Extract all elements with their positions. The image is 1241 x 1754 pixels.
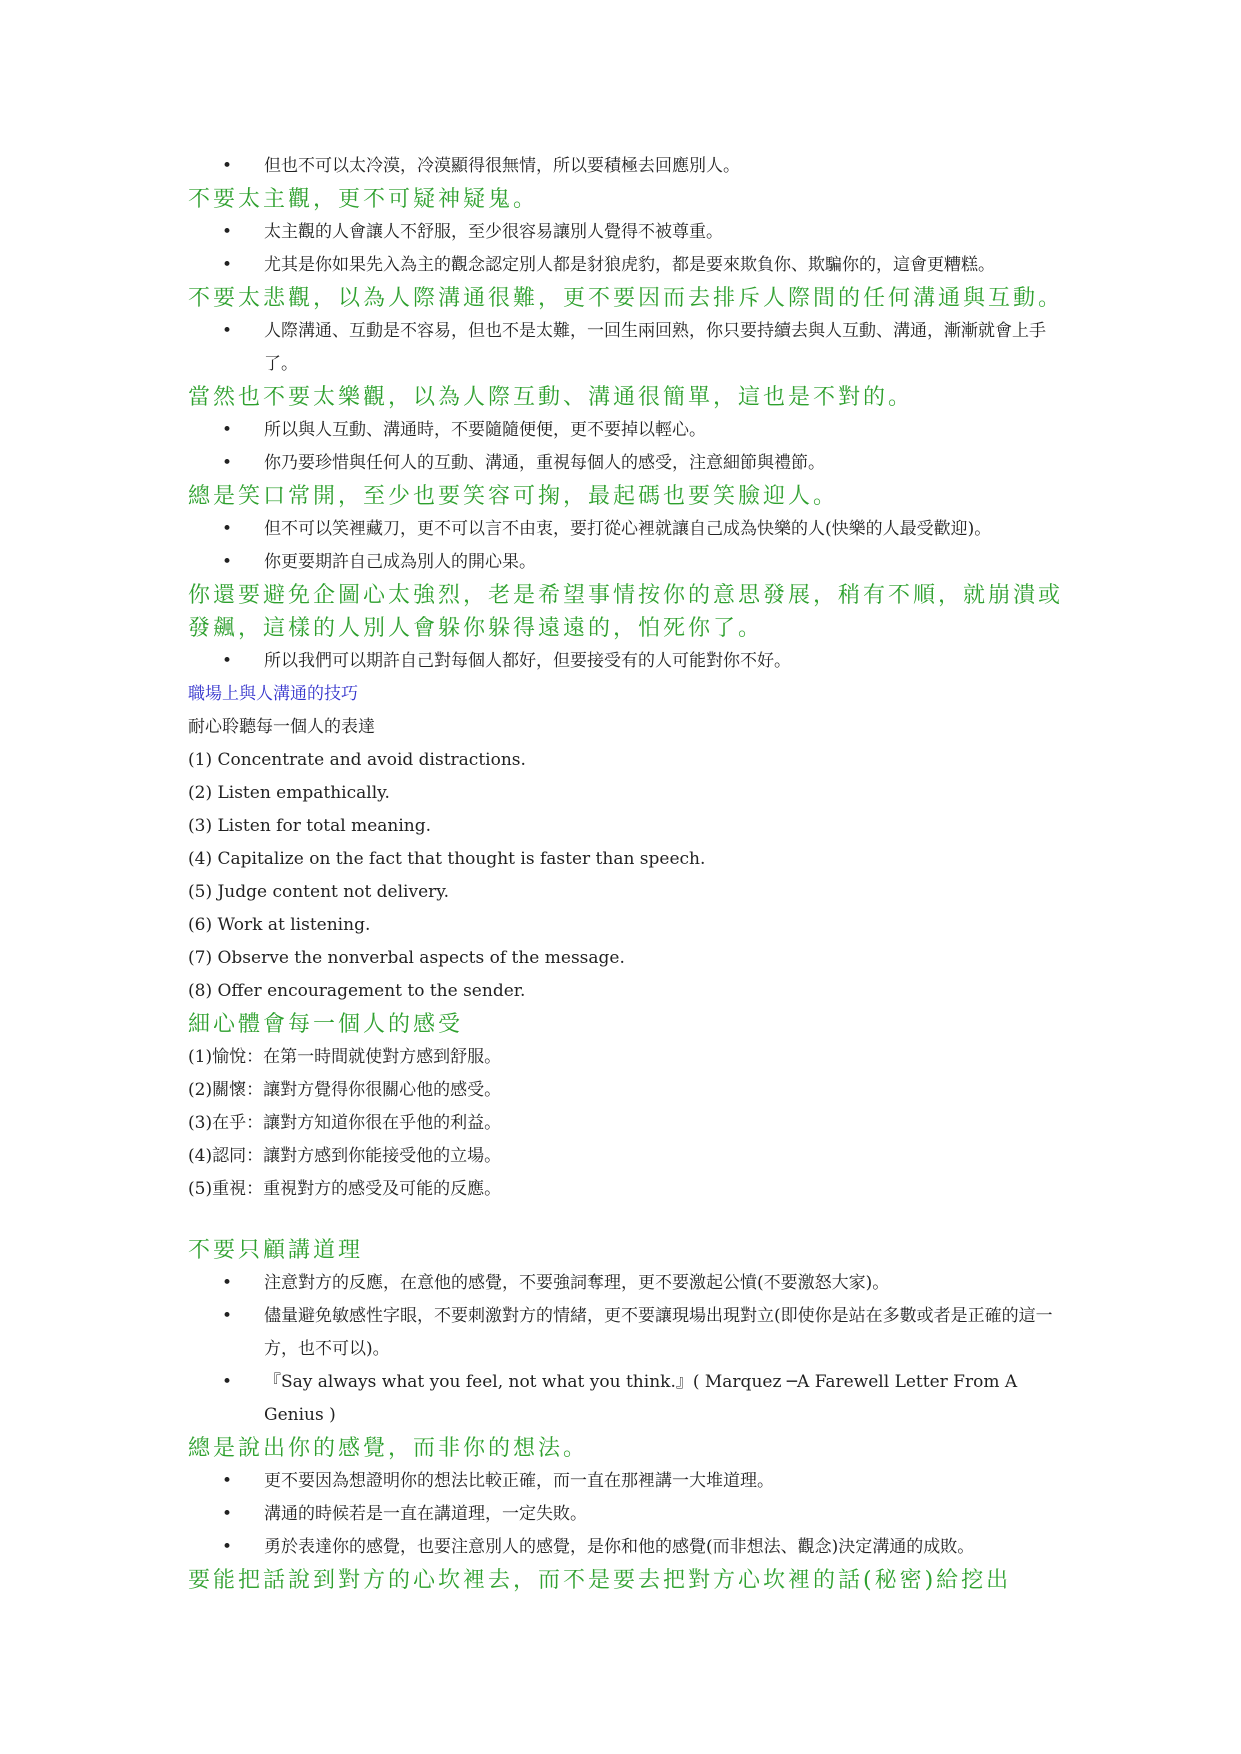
green-heading: 總是說出你的感覺，而非你的想法。 [188,1436,589,1461]
bullet-dot: • [222,1537,233,1557]
list-item: (3) Listen for total meaning. [188,816,432,836]
bullet-dot: • [222,255,233,275]
bullet-dot: • [222,156,233,176]
bullet-item: • 溝通的時候若是一直在講道理，一定失敗。 [188,1498,1068,1531]
bullet-dot: • [222,321,233,341]
document-body [188,150,1068,1597]
bullet-item: • 但不可以笑裡藏刀，更不可以言不由衷，要打從心裡就讓自己成為快樂的人(快樂的人最受歡迎)。 [188,513,1068,546]
bullet-item: • 你乃要珍惜與任何人的互動、溝通，重視每個人的感受，注意細節與禮節。 [188,447,1068,480]
green-heading: 不要太悲觀，以為人際溝通很難，更不要因而去排斥人際間的任何溝通與互動。 [188,286,1064,311]
bullet-dot: • [222,1372,233,1392]
green-heading: 總是笑口常開，至少也要笑容可掬，最起碼也要笑臉迎人。 [188,484,839,509]
list-item: (4) Capitalize on the fact that thought is faster than speech. [188,849,706,869]
bullet-dot: • [222,651,233,671]
list-item: (1) Concentrate and avoid distractions. [188,750,526,770]
bullet-item: • 尤其是你如果先入為主的觀念認定別人都是豺狼虎豹，都是要來欺負你、欺騙你的，這會更糟糕。 [188,249,1068,282]
bullet-dot: • [222,222,233,242]
bullet-dot: • [222,519,233,539]
bullet-item: • 『Say always what you feel, not what you think.』( Marquez ─A Farewell Letter From A Genius ) [188,1366,1068,1432]
list-item: (5)重視：重視對方的感受及可能的反應。 [188,1179,502,1199]
bullet-item: • 所以與人互動、溝通時，不要隨隨便便，更不要掉以輕心。 [188,414,1068,447]
list-item: (4)認同：讓對方感到你能接受他的立場。 [188,1146,502,1166]
green-heading: 要能把話說到對方的心坎裡去，而不是要去把對方心坎裡的話(秘密)給挖出 [188,1568,1012,1593]
bullet-item: • 人際溝通、互動是不容易，但也不是太難，一回生兩回熟，你只要持續去與人互動、溝通，漸漸就會上手了。 [188,315,1068,381]
bullet-dot: • [222,552,233,572]
bullet-item: • 儘量避免敏感性字眼，不要刺激對方的情緒，更不要讓現場出現對立(即使你是站在多數或者是正確的這一方，也不可以)。 [188,1300,1068,1366]
bullet-item: • 太主觀的人會讓人不舒服，至少很容易讓別人覺得不被尊重。 [188,216,1068,249]
list-item: (7) Observe the nonverbal aspects of the message. [188,948,625,968]
list-item: (5) Judge content not delivery. [188,882,450,902]
bullet-item: • 所以我們可以期許自己對每個人都好，但要接受有的人可能對你不好。 [188,645,1068,678]
bullet-item: • 更不要因為想證明你的想法比較正確，而一直在那裡講一大堆道理。 [188,1465,1068,1498]
green-heading: 你還要避免企圖心太強烈，老是希望事情按你的意思發展，稍有不順，就崩潰或發飆，這樣的人別人會躲你躲得遠遠的，怕死你了。 [188,583,1064,641]
subheading: 耐心聆聽每一個人的表達 [188,717,375,737]
green-heading: 不要只顧講道理 [188,1238,364,1263]
bullet-item: • 但也不可以太冷漠，冷漠顯得很無情，所以要積極去回應別人。 [188,150,1068,183]
list-item: (2)關懷：讓對方覺得你很關心他的感受。 [188,1080,502,1100]
list-item: (3)在乎：讓對方知道你很在乎他的利益。 [188,1113,502,1133]
green-heading: 不要太主觀，更不可疑神疑鬼。 [188,187,539,212]
list-item: (8) Offer encouragement to the sender. [188,981,526,1001]
bullet-dot: • [222,1504,233,1524]
bullet-dot: • [222,1306,233,1326]
bullet-dot: • [222,1273,233,1293]
list-item: (1)愉悅：在第一時間就使對方感到舒服。 [188,1047,502,1067]
bullet-item: • 你更要期許自己成為別人的開心果。 [188,546,1068,579]
list-item: (6) Work at listening. [188,915,371,935]
bullet-dot: • [222,420,233,440]
bullet-dot: • [222,1471,233,1491]
section-title: 職場上與人溝通的技巧 [188,684,358,704]
green-heading: 當然也不要太樂觀，以為人際互動、溝通很簡單，這也是不對的。 [188,385,914,410]
list-item: (2) Listen empathically. [188,783,390,803]
bullet-item: • 勇於表達你的感覺，也要注意別人的感覺，是你和他的感覺(而非想法、觀念)決定溝通的成敗。 [188,1531,1068,1564]
bullet-dot: • [222,453,233,473]
bullet-item: • 注意對方的反應，在意他的感覺，不要強詞奪理，更不要激起公憤(不要激怒大家)。 [188,1267,1068,1300]
green-heading: 細心體會每一個人的感受 [188,1012,464,1037]
